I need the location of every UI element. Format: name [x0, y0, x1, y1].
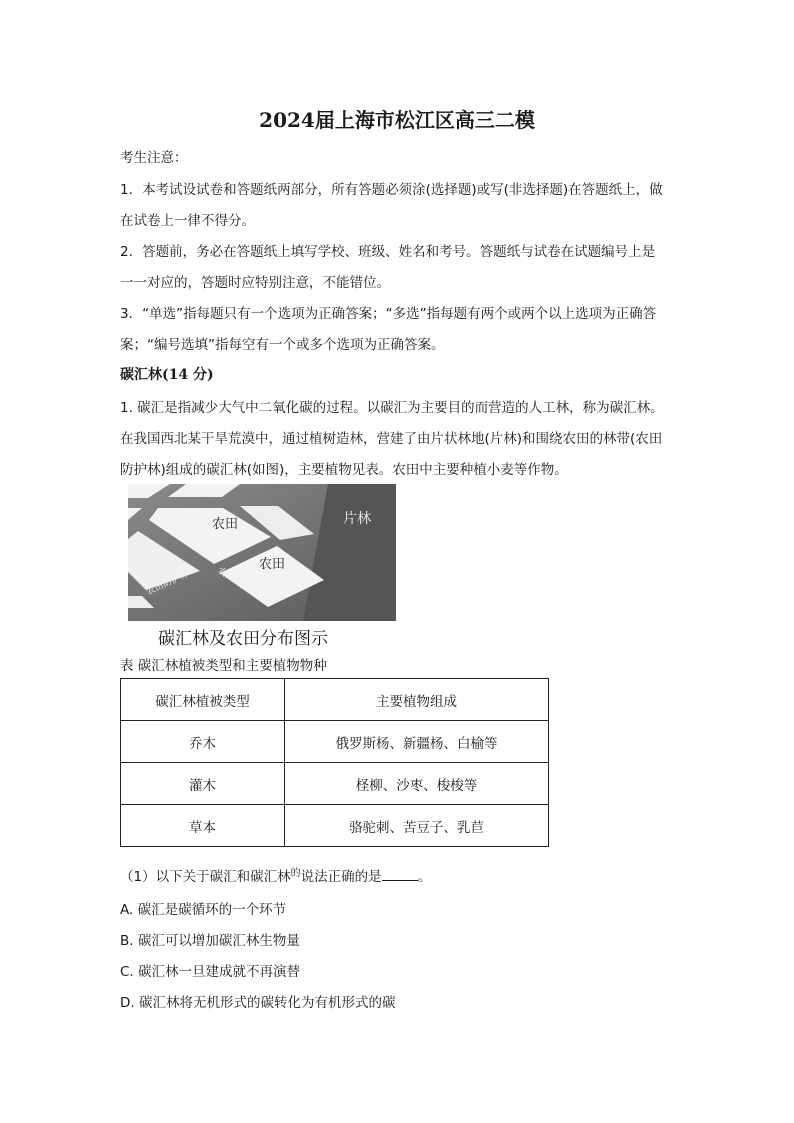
table-header-cell: 主要植物组成	[285, 679, 549, 721]
question-stem-part-b: 说法正确的是	[300, 869, 382, 885]
notice-line-1: 1．本考试设试卷和答题纸两部分，所有答题必须涂(选择题)或写(非选择题)在答题纸上，做	[120, 182, 663, 198]
table-cell: 灌木	[121, 763, 285, 805]
notice-line-3: 2．答题前，务必在答题纸上填写学校、班级、姓名和考号。答题纸与试卷在试题编号上是	[120, 244, 656, 260]
table-cell: 骆驼刺、苦豆子、乳苣	[285, 805, 549, 847]
notice-line-2: 在试卷上一律不得分。	[120, 213, 255, 229]
notice-line-4: 一一对应的，答题时应特别注意，不能错位。	[120, 275, 390, 291]
section-heading: 碳汇林(14 分)	[120, 367, 214, 383]
notice-line-6: 案；“编号选填”指每空有一个或多个选项为正确答案。	[120, 337, 445, 353]
option-d: D. 碳汇林将无机形式的碳转化为有机形式的碳	[120, 995, 396, 1011]
intro-line-2: 在我国西北某干旱荒漠中，通过植树造林，营建了由片状林地(片林)和围绕农田的林带(农田	[120, 431, 663, 447]
shelterbelt-label-1: 农田防护林	[145, 569, 191, 598]
intro-line-1: 1. 碳汇是指减少大气中二氧化碳的过程。以碳汇为主要目的而营造的人工林，称为碳汇林。	[120, 400, 664, 416]
shelterbelt-label-2: 农田防护林	[215, 566, 259, 600]
question-stem-part-a: （1）以下关于碳汇和碳汇林	[120, 869, 291, 885]
notice-line-5: 3．“单选”指每题只有一个选项为正确答案；“多选”指每题有两个或两个以上选项为正确答	[120, 306, 657, 322]
field-label-2: 农田	[259, 557, 286, 572]
table-cell: 草本	[121, 805, 285, 847]
intro-line-3: 防护林)组成的碳汇林(如图)，主要植物见表。农田中主要种植小麦等作物。	[120, 462, 568, 478]
table-caption: 表 碳汇林植被类型和主要植物物种	[120, 658, 327, 674]
option-b: B. 碳汇可以增加碳汇林生物量	[120, 933, 300, 949]
table-cell: 俄罗斯杨、新疆杨、白榆等	[285, 721, 549, 763]
figure-caption: 碳汇林及农田分布图示	[158, 629, 328, 649]
option-c: C. 碳汇林一旦建成就不再演替	[120, 964, 301, 980]
table-cell: 柽柳、沙枣、梭梭等	[285, 763, 549, 805]
table-row	[121, 805, 549, 847]
table-header-cell: 碳汇林植被类型	[121, 679, 285, 721]
option-a: A. 碳汇是碳循环的一个环节	[120, 902, 287, 918]
question-stem	[120, 864, 431, 885]
table-header-row	[121, 679, 549, 721]
table-row	[121, 721, 549, 763]
question-stem-small: 的	[290, 868, 301, 879]
vegetation-table	[120, 678, 549, 847]
page-title: 2024届上海市松江区高三二模	[259, 108, 535, 132]
notice-heading: 考生注意：	[120, 150, 188, 166]
table-cell: 乔木	[121, 721, 285, 763]
question-stem-end: 。	[417, 869, 432, 885]
answer-blank	[382, 866, 418, 881]
forest-label: 片林	[343, 511, 371, 527]
field-label-1: 农田	[212, 517, 239, 532]
table-row	[121, 763, 549, 805]
carbon-forest-figure	[128, 484, 396, 621]
